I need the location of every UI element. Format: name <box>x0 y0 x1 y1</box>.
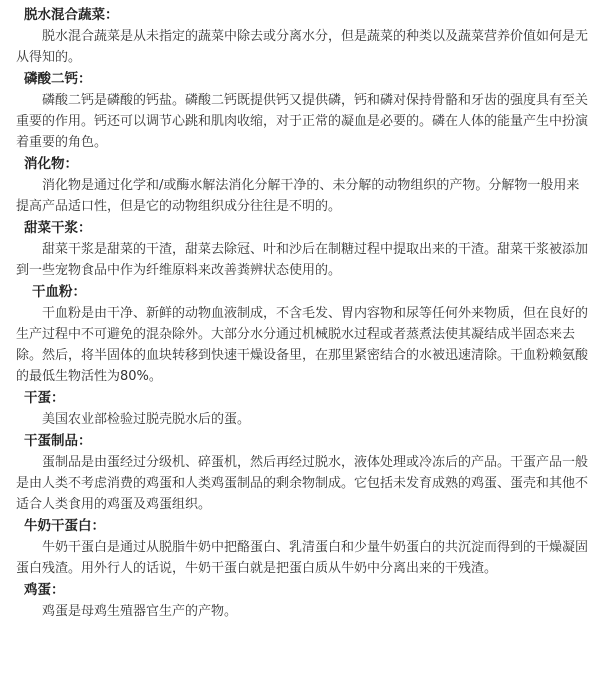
entry-term: 干蛋： <box>24 390 65 406</box>
entry-description: 美国农业部检验过脱壳脱水后的蛋。 <box>42 412 251 427</box>
glossary-entry <box>16 4 592 68</box>
entry-description: 干血粉是由干净、新鲜的动物血液制成，不含毛发、胃内容物和尿等任何外来物质，但在良好的生产过程中不可避免的混杂除外。大部分水分通过机械脱水过程或者蒸煮法使其凝结成半固态来去除。然后，将半固体的血块转移到快速干燥设备里，在那里紧密结合的水被迅速清除。干血粉赖氨酸的最低生物活性为80%。 <box>16 306 589 384</box>
entry-term: 干血粉： <box>32 284 86 300</box>
glossary-entry <box>16 281 592 387</box>
glossary-entry <box>16 515 592 579</box>
entry-description: 脱水混合蔬菜是从未指定的蔬菜中除去或分离水分，但是蔬菜的种类以及蔬菜营养价值如何是无从得知的。 <box>16 29 589 65</box>
entry-description: 牛奶干蛋白是通过从脱脂牛奶中把酪蛋白、乳清蛋白和少量牛奶蛋白的共沉淀而得到的干燥凝固蛋白残渣。用外行人的话说，牛奶干蛋白就是把蛋白质从牛奶中分离出来的干残渣。 <box>16 540 589 576</box>
entry-description: 甜菜干浆是甜菜的干渣，甜菜去除冠、叶和沙后在制糖过程中提取出来的干渣。甜菜干浆被添加到一些宠物食品中作为纤维原料来改善粪辨状态使用的。 <box>16 242 589 278</box>
entry-term: 脱水混合蔬菜： <box>24 7 119 23</box>
glossary-entry <box>16 68 592 153</box>
entry-description: 鸡蛋是母鸡生殖器官生产的产物。 <box>42 604 238 619</box>
entry-description: 消化物是通过化学和/或酶水解法消化分解干净的、未分解的动物组织的产物。分解物一般用来提高产品适口性，但是它的动物组织成分往往是不明的。 <box>16 178 580 214</box>
glossary-entry <box>16 430 592 515</box>
entry-description: 蛋制品是由蛋经过分级机、碎蛋机，然后再经过脱水，液体处理或冷冻后的产品。干蛋产品一般是由人类不考虑消费的鸡蛋和人类鸡蛋制品的剩余物制成。它包括未发育成熟的鸡蛋、蛋壳和其他不适合人类食用的鸡蛋及鸡蛋组织。 <box>16 455 589 512</box>
glossary-entry <box>16 153 592 217</box>
entry-term: 磷酸二钙： <box>24 71 92 87</box>
entry-term: 甜菜干浆： <box>24 220 92 236</box>
entry-description: 磷酸二钙是磷酸的钙盐。磷酸二钙既提供钙又提供磷，钙和磷对保持骨骼和牙齿的强度具有至关重要的作用。钙还可以调节心跳和肌肉收缩，对于正常的凝血是必要的。磷在人体的能量产生中扮演着重要的角色。 <box>16 93 589 150</box>
glossary-entry <box>16 579 592 622</box>
glossary-entry <box>16 217 592 281</box>
entry-term: 消化物： <box>24 156 78 172</box>
glossary-entry <box>16 387 592 430</box>
entry-term: 鸡蛋： <box>24 582 65 598</box>
entry-term: 牛奶干蛋白： <box>24 518 105 534</box>
entry-term: 干蛋制品： <box>24 433 92 449</box>
